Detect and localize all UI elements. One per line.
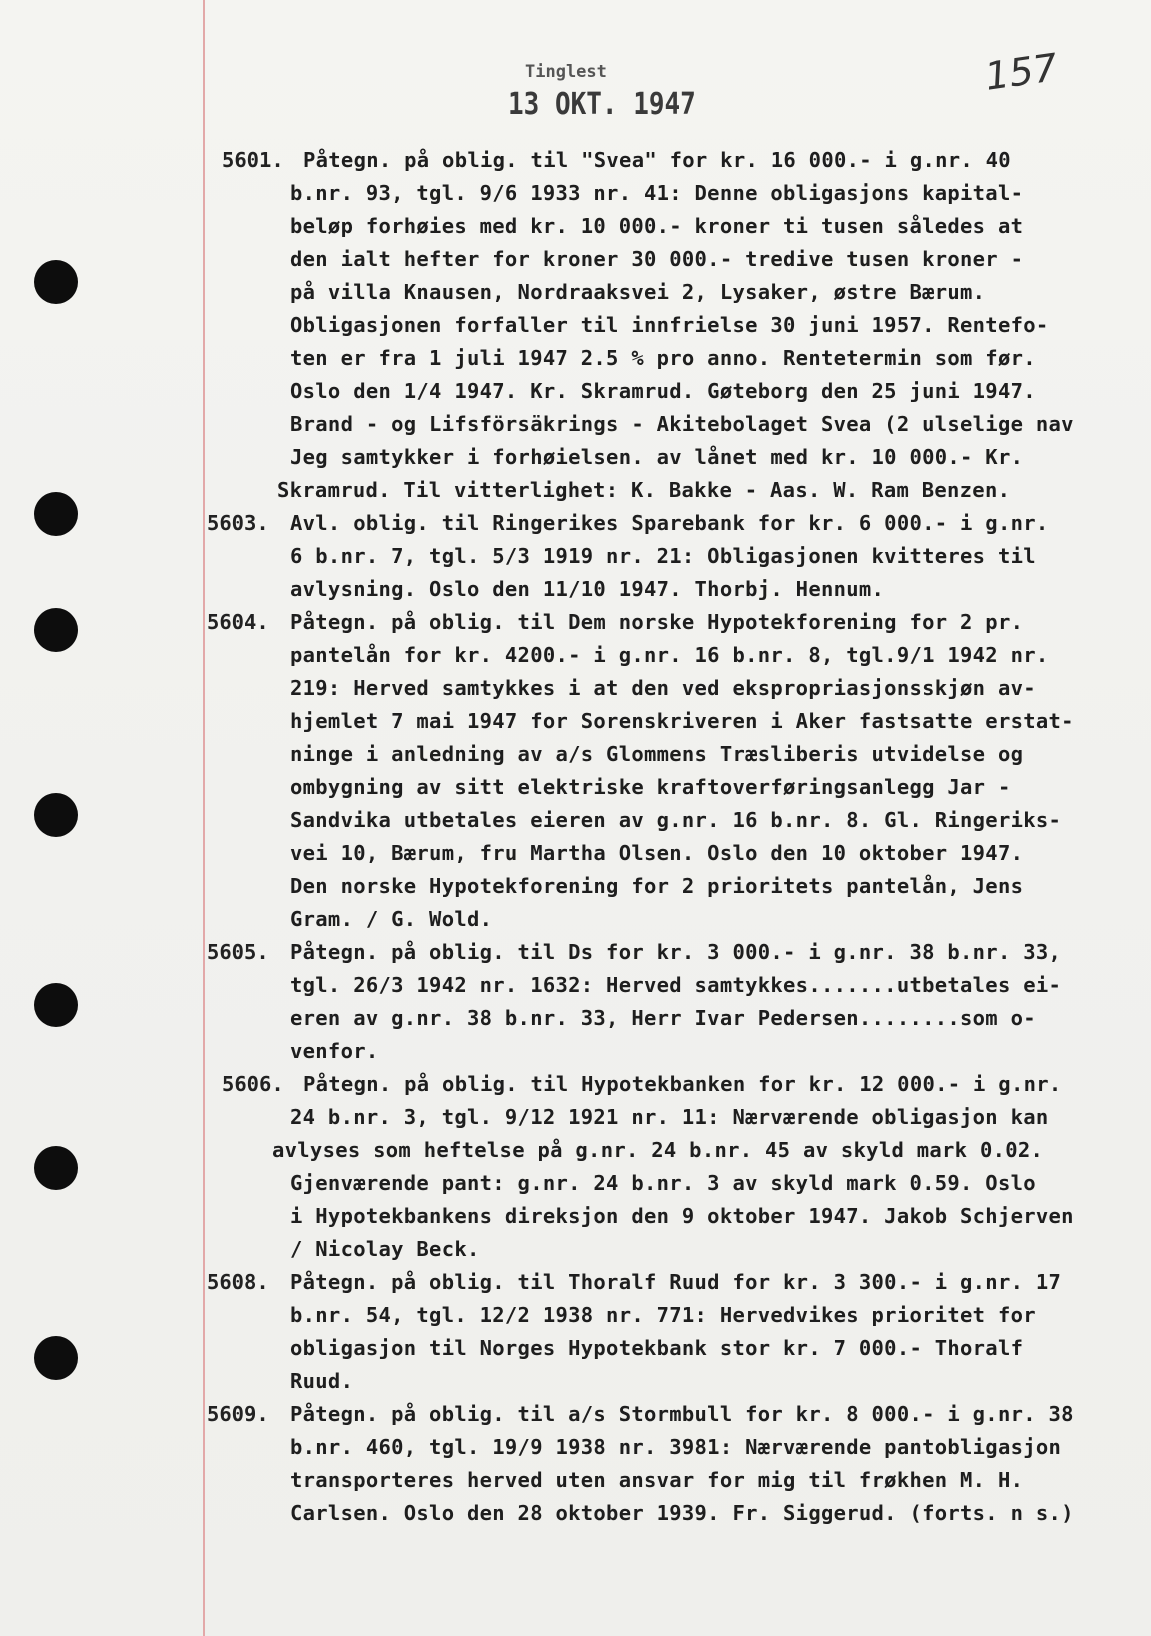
entry-line: tgl. 26/3 1942 nr. 1632: Herved samtykkes.......utbetales ei- <box>290 973 1062 997</box>
entry-line: ombygning av sitt elektriske kraftoverføringsanlegg Jar - <box>290 775 1011 799</box>
punch-hole <box>34 983 78 1027</box>
entry-line: Carlsen. Oslo den 28 oktober 1939. Fr. Siggerud. (forts. n s.) <box>290 1501 1074 1525</box>
entry-line: Påtegn. på oblig. til a/s Stormbull for kr. 8 000.- i g.nr. 38 <box>290 1402 1074 1426</box>
entry-number: 5605. <box>207 940 269 964</box>
entry-line: Ruud. <box>290 1369 354 1393</box>
entry-number: 5603. <box>207 511 269 535</box>
entry-line: Jeg samtykker i forhøielsen. av lånet med kr. 10 000.- Kr. <box>290 445 1024 469</box>
punch-hole <box>34 793 78 837</box>
entry-line: eren av g.nr. 38 b.nr. 33, Herr Ivar Pedersen........som o- <box>290 1006 1036 1030</box>
entry-line: Gjenværende pant: g.nr. 24 b.nr. 3 av skyld mark 0.59. Oslo <box>290 1171 1036 1195</box>
entry-line: obligasjon til Norges Hypotekbank stor kr. 7 000.- Thoralf <box>290 1336 1024 1360</box>
entry-line: Skramrud. Til vitterlighet: K. Bakke - Aas. W. Ram Benzen. <box>277 478 1011 502</box>
entry-line: Påtegn. på oblig. til Dem norske Hypotekforening for 2 pr. <box>290 610 1024 634</box>
entry-line: Påtegn. på oblig. til Thoralf Ruud for kr. 3 300.- i g.nr. 17 <box>290 1270 1062 1294</box>
entry-line: beløp forhøies med kr. 10 000.- kroner ti tusen således at <box>290 214 1024 238</box>
punch-hole <box>34 260 78 304</box>
entry-number: 5609. <box>207 1402 269 1426</box>
entry-line: på villa Knausen, Nordraaksvei 2, Lysaker, østre Bærum. <box>290 280 986 304</box>
entry-line: / Nicolay Beck. <box>290 1237 480 1261</box>
entry-line: Påtegn. på oblig. til Hypotekbanken for kr. 12 000.- i g.nr. <box>303 1072 1062 1096</box>
entry-line: 6 b.nr. 7, tgl. 5/3 1919 nr. 21: Obligasjonen kvitteres til <box>290 544 1036 568</box>
entry-line: i Hypotekbankens direksjon den 9 oktober 1947. Jakob Schjerven <box>290 1204 1074 1228</box>
punch-hole <box>34 1146 78 1190</box>
entry-line: pantelån for kr. 4200.- i g.nr. 16 b.nr. 8, tgl.9/1 1942 nr. <box>290 643 1049 667</box>
entry-line: b.nr. 460, tgl. 19/9 1938 nr. 3981: Nærværende pantobligasjon <box>290 1435 1062 1459</box>
entry-line: ninge i anledning av a/s Glommens Træsliberis utvidelse og <box>290 742 1024 766</box>
entry-line: Brand - og Lifsförsäkrings - Akitebolaget Svea (2 ulselige nav <box>290 412 1074 436</box>
entry-line: ten er fra 1 juli 1947 2.5 % pro anno. Rentetermin som før. <box>290 346 1036 370</box>
margin-rule <box>203 0 205 1636</box>
date-stamp: 13 OKT. 1947 <box>508 87 696 123</box>
entry-number: 5601. <box>222 148 284 172</box>
entry-line: avlysning. Oslo den 11/10 1947. Thorbj. Hennum. <box>290 577 885 601</box>
entry-line: transporteres herved uten ansvar for mig til frøkhen M. H. <box>290 1468 1024 1492</box>
entry-number: 5606. <box>222 1072 284 1096</box>
page-number: 157 <box>982 45 1061 99</box>
entry-line: b.nr. 54, tgl. 12/2 1938 nr. 771: Hervedvikes prioritet for <box>290 1303 1036 1327</box>
entry-line: Avl. oblig. til Ringerikes Sparebank for kr. 6 000.- i g.nr. <box>290 511 1049 535</box>
entry-line: Påtegn. på oblig. til Ds for kr. 3 000.- i g.nr. 38 b.nr. 33, <box>290 940 1062 964</box>
stamp-label: Tinglest <box>525 62 607 82</box>
entry-line: venfor. <box>290 1039 379 1063</box>
entry-line: b.nr. 93, tgl. 9/6 1933 nr. 41: Denne obligasjons kapital- <box>290 181 1024 205</box>
entry-line: Obligasjonen forfaller til innfrielse 30 juni 1957. Rentefo- <box>290 313 1049 337</box>
entry-line: 219: Herved samtykkes i at den ved ekspropriasjonsskjøn av- <box>290 676 1036 700</box>
entry-line: Påtegn. på oblig. til "Svea" for kr. 16 000.- i g.nr. 40 <box>303 148 1011 172</box>
entry-line: 24 b.nr. 3, tgl. 9/12 1921 nr. 11: Nærværende obligasjon kan <box>290 1105 1049 1129</box>
entry-number: 5608. <box>207 1270 269 1294</box>
entry-line: vei 10, Bærum, fru Martha Olsen. Oslo den 10 oktober 1947. <box>290 841 1024 865</box>
entry-number: 5604. <box>207 610 269 634</box>
entry-line: avlyses som heftelse på g.nr. 24 b.nr. 45 av skyld mark 0.02. <box>272 1138 1044 1162</box>
entry-line: hjemlet 7 mai 1947 for Sorenskriveren i Aker fastsatte erstat- <box>290 709 1074 733</box>
entry-line: den ialt hefter for kroner 30 000.- tredive tusen kroner - <box>290 247 1024 271</box>
entry-line: Den norske Hypotekforening for 2 prioritets pantelån, Jens <box>290 874 1024 898</box>
entry-line: Oslo den 1/4 1947. Kr. Skramrud. Gøteborg den 25 juni 1947. <box>290 379 1036 403</box>
entry-line: Sandvika utbetales eieren av g.nr. 16 b.nr. 8. Gl. Ringeriks- <box>290 808 1062 832</box>
entry-line: Gram. / G. Wold. <box>290 907 493 931</box>
punch-hole <box>34 608 78 652</box>
punch-hole <box>34 492 78 536</box>
punch-hole <box>34 1336 78 1380</box>
